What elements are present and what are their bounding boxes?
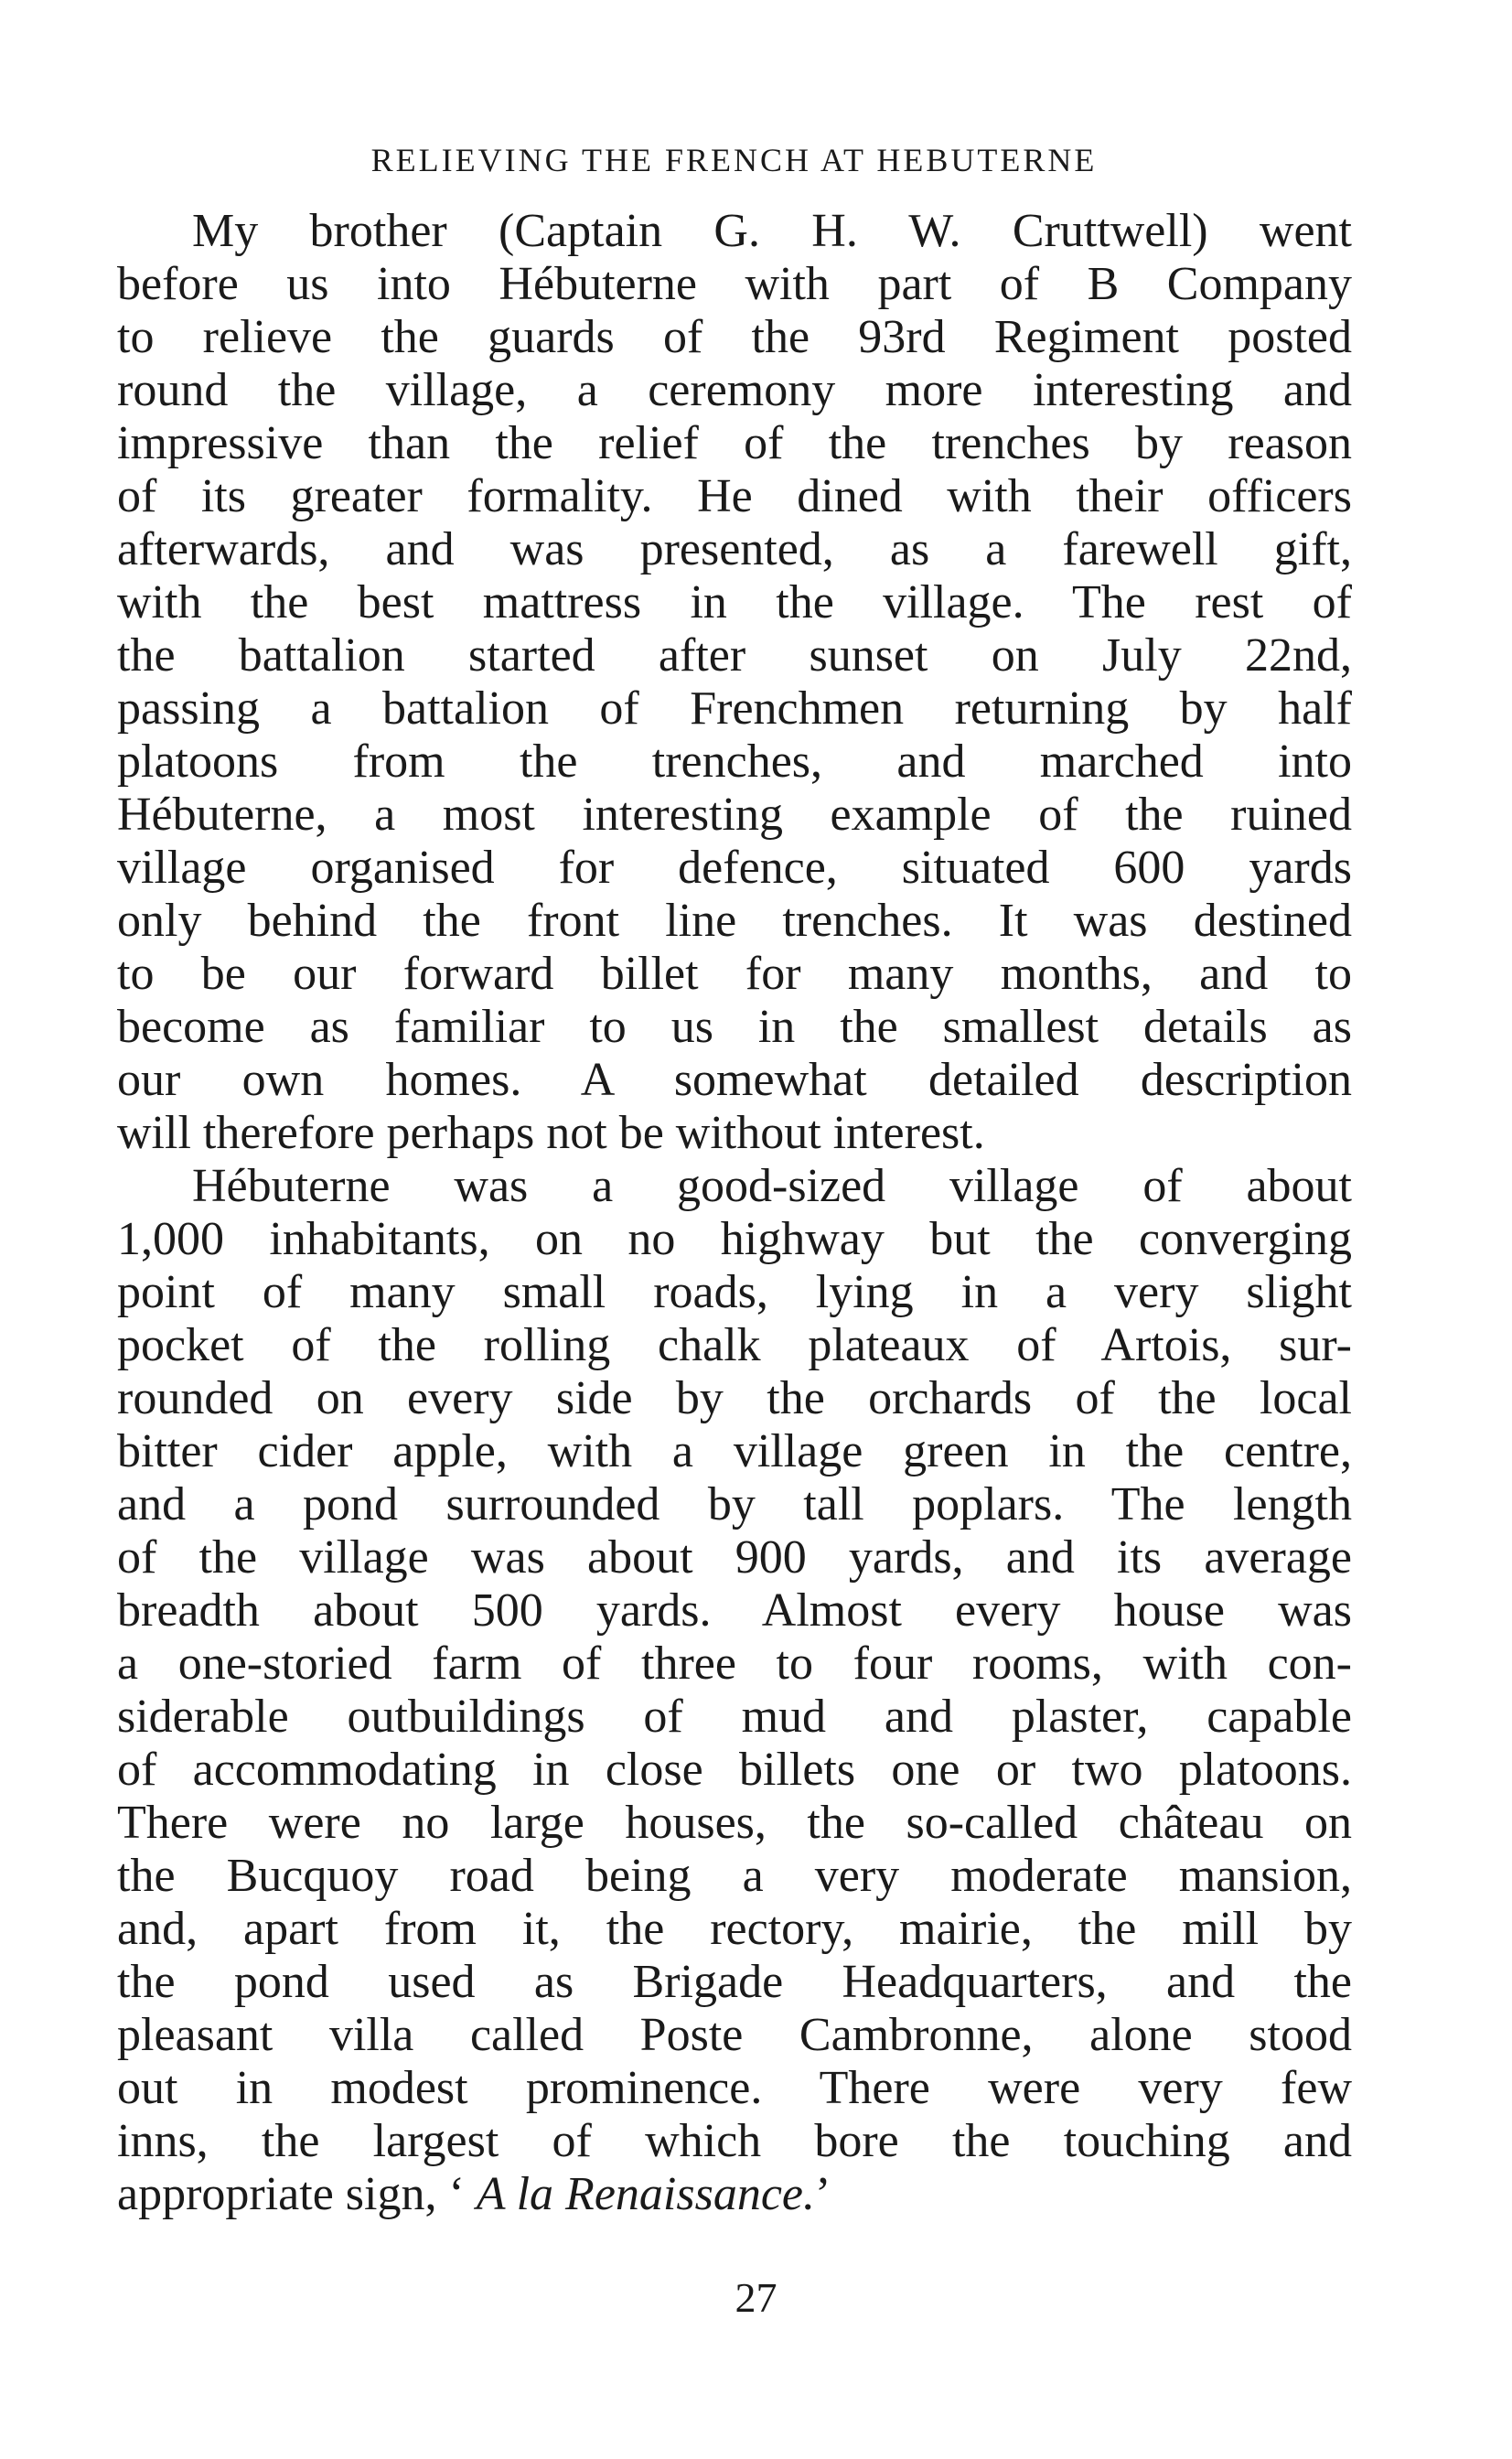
- text-line: of the village was about 900 yards, and its average: [117, 1531, 1352, 1584]
- running-head: RELIEVING THE FRENCH AT HEBUTERNE: [370, 142, 1098, 178]
- text-line: round the village, a ceremony more interesting and: [117, 364, 1352, 416]
- text-line: a one-storied farm of three to four rooms, with con-: [117, 1638, 1352, 1690]
- text-line: our own homes. A somewhat detailed description: [117, 1054, 1352, 1106]
- text-line: rounded on every side by the orchards of the local: [117, 1372, 1352, 1424]
- text-line: of its greater formality. He dined with their officers: [117, 470, 1352, 522]
- text-line: the battalion started after sunset on July 22nd,: [117, 629, 1352, 682]
- text-line: will therefore perhaps not be without interest.: [117, 1107, 985, 1159]
- text-line: impressive than the relief of the trenches by reason: [117, 417, 1352, 469]
- final-text-line: [117, 2168, 1352, 2221]
- text-line: inns, the largest of which bore the touching and: [117, 2115, 1352, 2167]
- text-line: to relieve the guards of the 93rd Regiment posted: [117, 311, 1352, 363]
- paragraph-2: [117, 1160, 1352, 2221]
- body-text: [117, 205, 1352, 2221]
- text-line: Hébuterne, a most interesting example of the ruined: [117, 789, 1352, 841]
- text-line: village organised for defence, situated 600 yards: [117, 842, 1352, 894]
- text-line: There were no large houses, the so-called château on: [117, 1797, 1352, 1849]
- text-line: with the best mattress in the village. The rest of: [117, 576, 1352, 628]
- page-number: 27: [735, 2274, 777, 2321]
- text-line: bitter cider apple, with a village green in the centre,: [117, 1425, 1352, 1477]
- text-line: the pond used as Brigade Headquarters, and the: [117, 1956, 1352, 2008]
- text-line: Hébuterne was a good-sized village of about: [192, 1160, 1352, 1212]
- text-line: of accommodating in close billets one or two platoons.: [117, 1744, 1352, 1796]
- inn-sign-name: A la Renaissance.: [476, 2168, 815, 2220]
- text-line: and, apart from it, the rectory, mairie, the mill by: [117, 1903, 1352, 1955]
- text-line: afterwards, and was presented, as a farewell gift,: [117, 523, 1352, 575]
- text-line: and a pond surrounded by tall poplars. The length: [117, 1478, 1352, 1530]
- final-line-prefix: appropriate sign, ‘: [117, 2168, 477, 2220]
- text-line: to be our forward billet for many months, and to: [117, 948, 1352, 1000]
- text-line: become as familiar to us in the smallest details as: [117, 1001, 1352, 1053]
- text-line: out in modest prominence. There were very few: [117, 2062, 1352, 2114]
- text-line: 1,000 inhabitants, on no highway but the converging: [117, 1213, 1352, 1265]
- text-line: point of many small roads, lying in a very slight: [117, 1266, 1352, 1318]
- text-line: only behind the front line trenches. It was destined: [117, 895, 1352, 947]
- text-line: breadth about 500 yards. Almost every house was: [117, 1584, 1352, 1637]
- text-line: pocket of the rolling chalk plateaux of Artois, sur-: [117, 1319, 1352, 1371]
- text-line: before us into Hébuterne with part of B Company: [117, 258, 1352, 310]
- text-line: siderable outbuildings of mud and plaster, capable: [117, 1691, 1352, 1743]
- text-line: My brother (Captain G. H. W. Cruttwell) went: [192, 205, 1352, 257]
- text-line: pleasant villa called Poste Cambronne, alone stood: [117, 2009, 1352, 2061]
- text-line: platoons from the trenches, and marched into: [117, 736, 1352, 788]
- text-line: the Bucquoy road being a very moderate mansion,: [117, 1850, 1352, 1902]
- final-line-suffix: ’: [814, 2168, 831, 2220]
- text-line: passing a battalion of Frenchmen returning by half: [117, 682, 1352, 735]
- paragraph-1: [117, 205, 1352, 1160]
